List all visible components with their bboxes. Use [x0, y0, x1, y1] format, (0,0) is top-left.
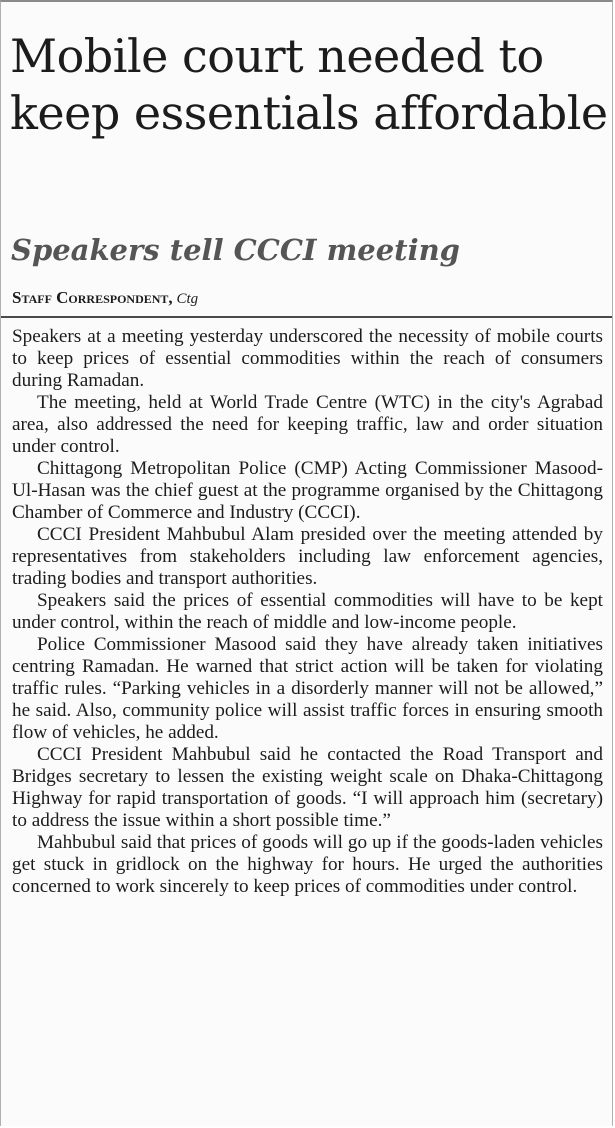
article-body [12, 326, 603, 898]
paragraph: Speakers at a meeting yesterday underscored the necessity of mobile courts to keep prices of essential commodities within the reach of consumers during Ramadan. [12, 326, 603, 391]
paragraph: Chittagong Metropolitan Police (CMP) Acting Commissioner Masood-Ul-Hasan was the chief guest at the programme organised by the Chittagong Chamber of Commerce and Industry (CCCI). [12, 458, 603, 523]
byline [12, 288, 198, 309]
paragraph: Mahbubul said that prices of goods will go up if the goods-laden vehicles get stuck in gridlock on the highway for hours. He urged the authorities concerned to work sincerely to keep prices of commodities under control. [12, 832, 603, 897]
byline-name: Staff Correspondent, [12, 288, 173, 307]
byline-location: Ctg [176, 291, 199, 307]
paragraph: CCCI President Mahbubul Alam presided over the meeting attended by representatives from stakeholders including law enforcement agencies, trading bodies and transport authorities. [12, 524, 603, 589]
subheadline: Speakers tell CCCI meeting [11, 233, 460, 267]
headline: Mobile court needed to keep essentials affordable [10, 29, 608, 140]
paragraph: Speakers said the prices of essential commodities will have to be kept under control, within the reach of middle and low-income people. [12, 590, 603, 633]
paragraph: The meeting, held at World Trade Centre (WTC) in the city's Agrabad area, also addressed the need for keeping traffic, law and order situation under control. [12, 392, 603, 457]
paragraph: Police Commissioner Masood said they have already taken initiatives centring Ramadan. He warned that strict action will be taken for violating traffic rules. “Parking vehicles in a disorderly manner will not be allowed,” he said. Also, community police will assist traffic forces in ensuring smooth flow of vehicles, he added. [12, 634, 603, 743]
paragraph: CCCI President Mahbubul said he contacted the Road Transport and Bridges secretary to lessen the existing weight scale on Dhaka-Chittagong Highway for rapid transportation of goods. “I will approach him (secretary) to address the issue within a short possible time.” [12, 744, 603, 831]
divider [1, 316, 613, 318]
